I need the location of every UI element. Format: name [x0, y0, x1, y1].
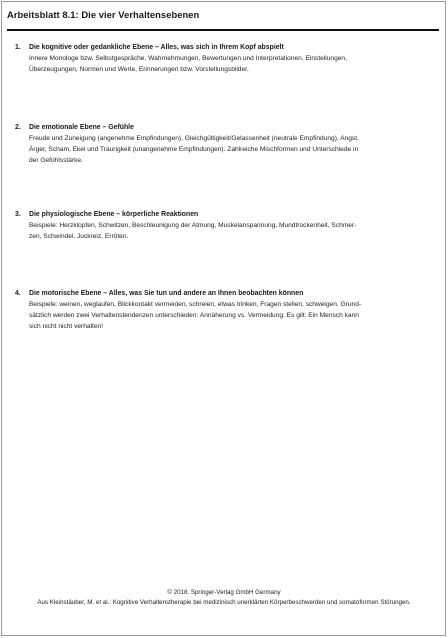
section-text-line: sätzlich werden zwei Verhaltenstendenzen unterschieden: Annäherung vs. Vermeidung. Es gilt: Ein Mensch kann	[29, 311, 359, 319]
section-text-line: der Gefühlsstärke.	[29, 156, 83, 164]
section-text-line: Ärger, Scham, Ekel und Traurigkeit (unangenehme Empfindungen). Zahlreiche Mischformen und Unterschiede in	[29, 145, 359, 153]
title-divider	[7, 29, 439, 31]
section-text-line: Beispiele: Herzklopfen, Schwitzen, Beschleunigung der Atmung, Muskelanspannung, Mundtrockenheit, Schmer-	[29, 221, 357, 229]
section-heading: Die kognitive oder gedankliche Ebene – Alles, was sich in Ihrem Kopf abspielt	[29, 44, 284, 51]
footer-source: Aus Kleinstäuber, M. et al.: Kognitive Verhaltenstherapie bei medizinisch unerklärten Körperbeschwerden und somatoformen Störungen.	[37, 599, 411, 606]
section-text-line: Beispiele: weinen, weglaufen, Blickkontakt vermeiden, schreien, etwas trinken, Fragen stellen, schweigen. Grund-	[29, 300, 362, 308]
section-body	[29, 43, 443, 76]
section-number: 4.	[15, 290, 21, 297]
section-heading: Die physiologische Ebene – körperliche Reaktionen	[29, 211, 199, 218]
section-text-line: Innere Monologe bzw. Selbstgespräche, Wahrnehmungen, Bewertungen und Interpretationen, Einstellungen,	[29, 54, 347, 62]
section-number: 1.	[15, 44, 21, 51]
section-text-line: sich nicht nicht verhalten!	[29, 322, 104, 330]
section-text-line: Überzeugungen, Normen und Werte, Erinnerungen bzw. Vorstellungsbilder.	[29, 65, 249, 73]
section-heading: Die motorische Ebene – Alles, was Sie tun und andere an Ihnen beobachten können	[29, 290, 304, 297]
section-body	[29, 123, 443, 167]
section-number: 2.	[15, 124, 21, 131]
section-text-line: zen, Schwindel, Juckreiz, Erröten.	[29, 232, 129, 240]
section-heading: Die emotionale Ebene – Gefühle	[29, 124, 134, 131]
section-body	[29, 289, 443, 333]
footer-copyright: © 2018, Springer-Verlag GmbH Germany	[167, 589, 281, 596]
worksheet-header	[7, 8, 439, 22]
section-number: 3.	[15, 211, 21, 218]
section-text-line: Freude und Zuneigung (angenehme Empfindungen), Gleichgültigkeit/Gelassenheit (neutrale Empfindung), Angst,	[29, 134, 359, 142]
worksheet-title: Arbeitsblatt 8.1: Die vier Verhaltensebenen	[7, 9, 200, 20]
section-body	[29, 210, 443, 243]
